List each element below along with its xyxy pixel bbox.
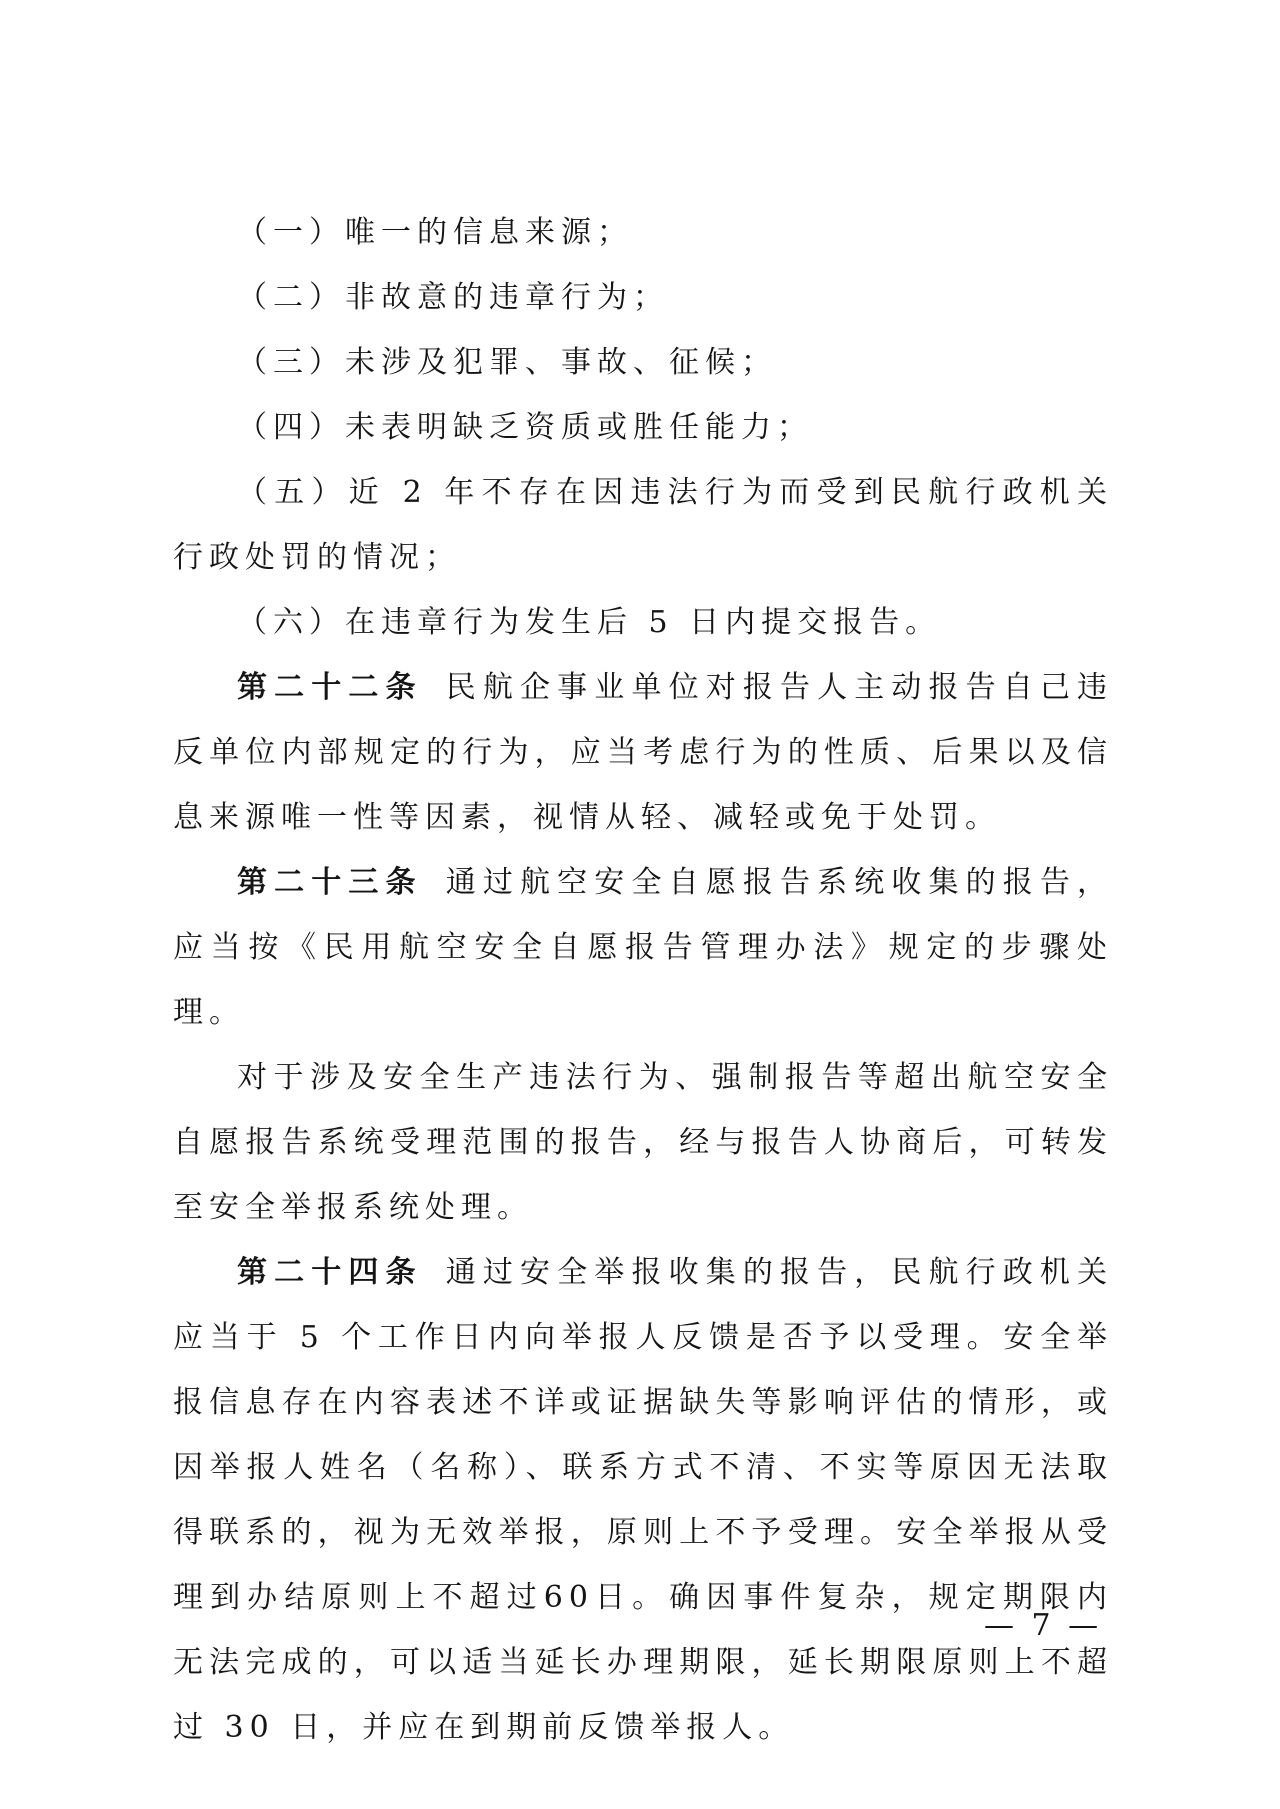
article-24-paragraph	[173, 1240, 1113, 1760]
page-number: — 7 —	[984, 1608, 1103, 1643]
list-item: （六）在违章行为发生后 5 日内提交报告。	[237, 605, 942, 640]
article-24-text: 通过安全举报收集的报告，民航行政机关应当于 5 个工作日内向举报人反馈是否予以受理。安全举报信息存在内容表述不详或证据缺失等影响评估的情形，或因举报人姓名（名称）、联系方式不清、不实等原因无法取得联系的，视为无效举报，原则上不予受理。安全举报从受理到办结原则上不超过60日。确因事件复杂，规定期限内无法完成的，可以适当延长办理期限，延长期限原则上不超过 30 日，并应在到期前反馈举报人。	[173, 1255, 1114, 1745]
article-22-paragraph	[173, 655, 1113, 850]
article-24-heading: 第二十四条	[237, 1255, 423, 1290]
list-item: （四）未表明缺乏资质或胜任能力；	[237, 410, 813, 445]
article-23-paragraph-2: 对于涉及安全生产违法行为、强制报告等超出航空安全自愿报告系统受理范围的报告，经与报告人协商后，可转发至安全举报系统处理。	[173, 1060, 1113, 1225]
list-item: （二）非故意的违章行为；	[237, 280, 669, 315]
list-item: （三）未涉及犯罪、事故、征候；	[237, 345, 777, 380]
article-23-heading: 第二十三条	[237, 865, 423, 900]
article-22-heading: 第二十二条	[237, 670, 423, 705]
article-23-text: 通过航空安全自愿报告系统收集的报告，应当按《民用航空安全自愿报告管理办法》规定的步骤处理。	[173, 865, 1114, 1030]
article-22-text: 民航企事业单位对报告人主动报告自己违反单位内部规定的行为，应当考虑行为的性质、后果以及信息来源唯一性等因素，视情从轻、减轻或免于处罚。	[173, 670, 1114, 835]
list-item: （一）唯一的信息来源；	[237, 215, 633, 250]
document-body	[173, 200, 1113, 1760]
article-23-paragraph	[173, 850, 1113, 1045]
list-item: （五）近 2 年不存在因违法行为而受到民航行政机关行政处罚的情况；	[173, 475, 1113, 575]
